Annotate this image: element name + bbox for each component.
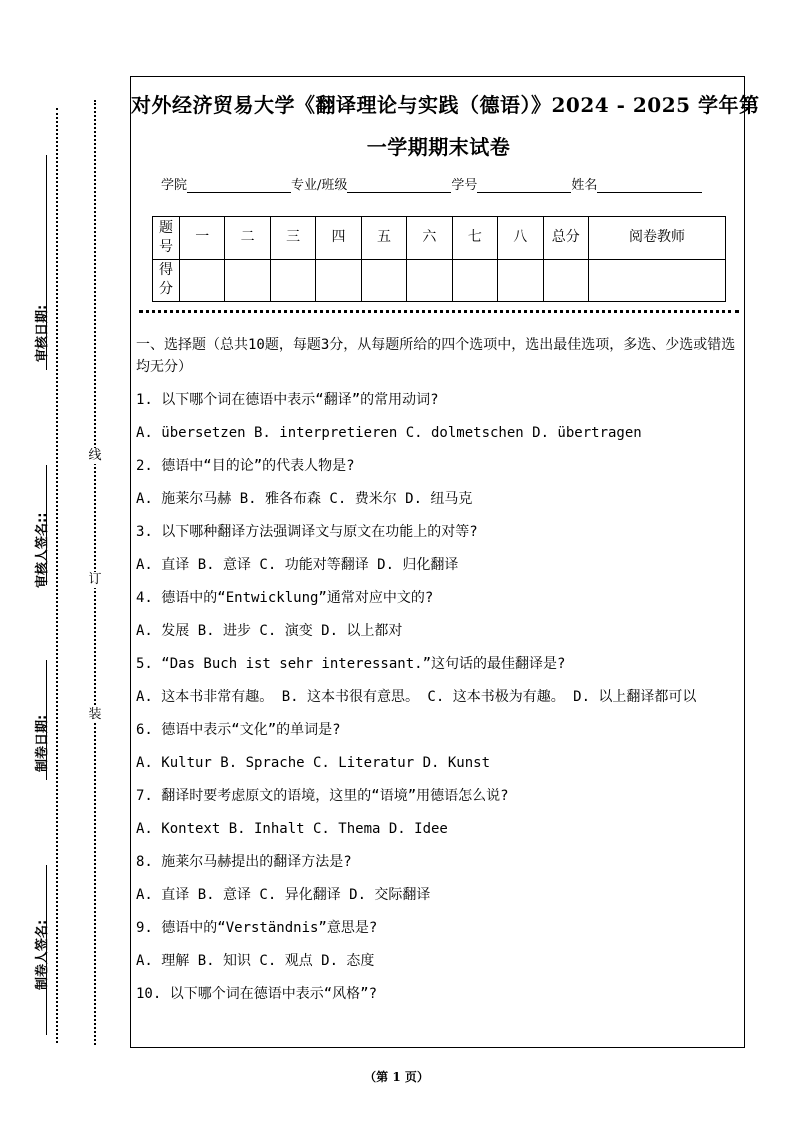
- score-column-header: 总分: [543, 217, 589, 260]
- score-table-score-row: [153, 259, 726, 302]
- score-column-header: 六: [407, 217, 452, 260]
- dotted-margin-left: [56, 108, 58, 1043]
- score-column-header: 三: [270, 217, 315, 260]
- question-options: A. 发展 B. 进步 C. 演变 D. 以上都对: [136, 623, 403, 639]
- question-options: A. 理解 B. 知识 C. 观点 D. 态度: [136, 953, 375, 969]
- score-column-header: 七: [452, 217, 497, 260]
- review-date-label: 审核日期:: [35, 304, 50, 362]
- question-options: A. übersetzen B. interpretieren C. dolmetschen D. übertragen: [136, 425, 642, 441]
- question-options: A. 这本书非常有趣。 B. 这本书很有意思。 C. 这本书极为有趣。 D. 以上翻译都可以: [136, 689, 697, 705]
- score-column-header: 四: [316, 217, 361, 260]
- grader-column-header: 阅卷教师: [589, 217, 726, 260]
- score-cell[interactable]: [225, 259, 270, 302]
- student-info-row: [161, 174, 702, 193]
- score-cell[interactable]: [407, 259, 452, 302]
- question-options: A. 直译 B. 意译 C. 功能对等翻译 D. 归化翻译: [136, 557, 459, 573]
- page-number: （第 1 页）: [364, 1070, 429, 1084]
- question-options: A. Kontext B. Inhalt C. Thema D. Idee: [136, 821, 448, 837]
- college-field[interactable]: [187, 178, 291, 193]
- question-options: A. Kultur B. Sprache C. Literatur D. Kunst: [136, 755, 491, 771]
- score-cell[interactable]: [180, 259, 225, 302]
- question-options: A. 施莱尔马赫 B. 雅各布森 C. 费米尔 D. 纽马克: [136, 491, 473, 507]
- question-text: 4. 德语中的“Entwicklung”通常对应中文的?: [136, 590, 434, 606]
- score-cell[interactable]: [270, 259, 315, 302]
- cut-mark-fold: 装: [88, 707, 102, 722]
- score-cell[interactable]: [452, 259, 497, 302]
- score-column-header: 八: [498, 217, 543, 260]
- score-cell[interactable]: [543, 259, 589, 302]
- cut-mark-bind: 订: [88, 572, 102, 587]
- question-text: 3. 以下哪种翻译方法强调译文与原文在功能上的对等?: [136, 524, 478, 540]
- score-cell[interactable]: [316, 259, 361, 302]
- name-field[interactable]: [597, 178, 702, 193]
- score-label: 得分: [153, 259, 180, 302]
- cut-mark-line: 线: [88, 448, 102, 463]
- score-table: [152, 216, 726, 302]
- question-text: 5. “Das Buch ist sehr interessant.”这句话的最佳翻译是?: [136, 656, 566, 672]
- question-text: 7. 翻译时要考虑原文的语境，这里的“语境”用德语怎么说?: [136, 788, 509, 804]
- major-class-field[interactable]: [347, 178, 451, 193]
- score-column-header: 二: [225, 217, 270, 260]
- question-text: 9. 德语中的“Verständnis”意思是?: [136, 920, 378, 936]
- score-table-header-row: [153, 217, 726, 260]
- student-id-label: 学号: [451, 178, 478, 193]
- preparer-signature-label: 制卷人签名:: [35, 919, 50, 990]
- name-label: 姓名: [571, 178, 598, 193]
- question-number-label: 题号: [153, 217, 180, 260]
- exam-frame: [130, 76, 760, 1048]
- question-text: 10. 以下哪个词在德语中表示“风格”?: [136, 986, 378, 1002]
- exam-title-line2: 一学期期末试卷: [366, 135, 511, 159]
- score-cell[interactable]: [498, 259, 543, 302]
- student-id-field[interactable]: [477, 178, 571, 193]
- question-text: 6. 德语中表示“文化”的单词是?: [136, 722, 341, 738]
- question-text: 2. 德语中“目的论”的代表人物是?: [136, 458, 355, 474]
- section-heading: 一、选择题（总共10题，每题3分，从每题所给的四个选项中，选出最佳选项，多选、少选或错选均无分）: [136, 337, 736, 375]
- college-label: 学院: [161, 178, 188, 193]
- score-column-header: 五: [361, 217, 406, 260]
- score-cell[interactable]: [361, 259, 406, 302]
- prepare-date-label: 制卷日期:: [35, 714, 50, 772]
- grader-cell[interactable]: [589, 259, 726, 302]
- dotted-separator: [139, 310, 739, 313]
- question-text: 1. 以下哪个词在德语中表示“翻译”的常用动词?: [136, 392, 439, 408]
- reviewer-signature-label: 审核人签名::: [35, 512, 50, 588]
- question-section: [136, 334, 741, 1016]
- exam-title-line1: 对外经济贸易大学《翻译理论与实践（德语）》2024 - 2025 学年第: [131, 93, 760, 117]
- score-column-header: 一: [180, 217, 225, 260]
- question-text: 8. 施莱尔马赫提出的翻译方法是?: [136, 854, 352, 870]
- question-options: A. 直译 B. 意译 C. 异化翻译 D. 交际翻译: [136, 887, 431, 903]
- major-class-label: 专业/班级: [291, 178, 348, 193]
